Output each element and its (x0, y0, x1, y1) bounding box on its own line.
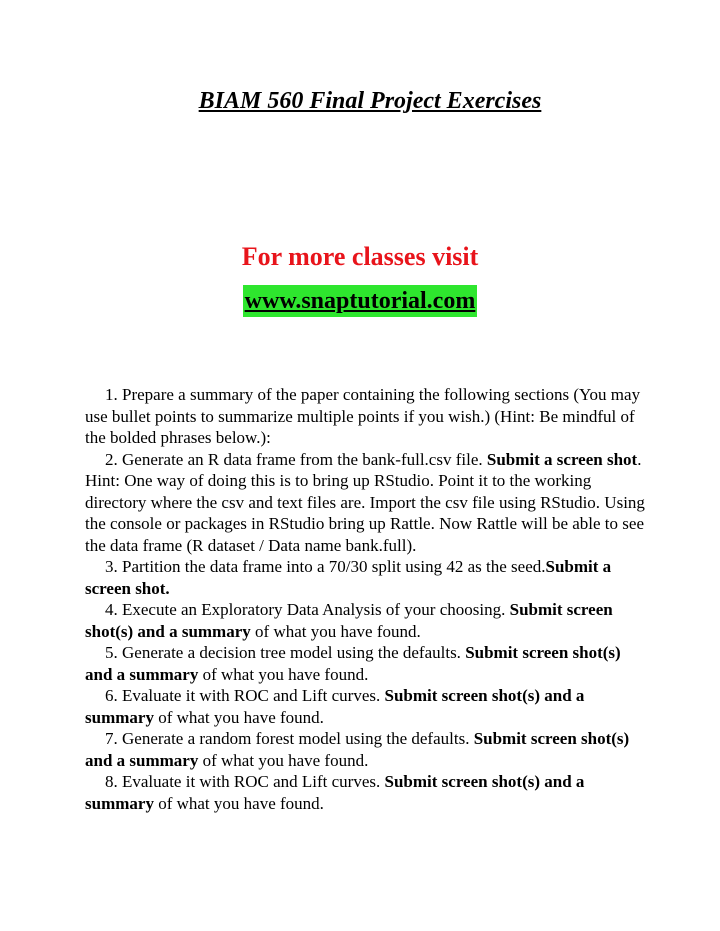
exercise-after: of what you have found. (198, 664, 369, 684)
exercise-item (85, 449, 645, 557)
exercise-text: 4. Execute an Exploratory Data Analysis of your choosing. (105, 600, 510, 619)
promo-link[interactable]: www.snaptutorial.com (243, 285, 478, 317)
exercise-item (85, 642, 645, 685)
exercise-after: of what you have found. (250, 621, 421, 641)
exercise-list (85, 384, 645, 814)
exercise-item (85, 728, 645, 771)
exercise-after: of what you have found. (153, 707, 324, 727)
exercise-bold: Submit a screen shot (486, 449, 638, 469)
promo-heading: For more classes visit (241, 242, 479, 271)
exercise-bold: Submit screen shot(s) and a summary (85, 643, 621, 684)
exercise-bold: Submit screen shot(s) and a summary (85, 729, 630, 770)
exercise-bold: Submit screen shot(s) and a summary (85, 600, 613, 641)
exercise-text: 3. Partition the data frame into a 70/30 split using 42 as the seed. (105, 557, 546, 576)
exercise-bold: Submit screen shot(s) and a summary (85, 686, 585, 727)
exercise-item (85, 685, 645, 728)
exercise-item (85, 771, 645, 814)
exercise-text: 1. Prepare a summary of the paper containing the following sections (You may use bullet points to summarize multiple points if you wish.) (Hint: Be mindful of the bolded phrases below.): (85, 385, 641, 447)
document-title: BIAM 560 Final Project Exercises (198, 88, 542, 114)
exercise-text: 7. Generate a random forest model using the defaults. (105, 729, 474, 748)
exercise-after: of what you have found. (153, 793, 324, 813)
exercise-bold: Submit screen shot(s) and a summary (85, 772, 585, 813)
exercise-text: 5. Generate a decision tree model using the defaults. (105, 643, 466, 662)
exercise-item (85, 599, 645, 642)
exercise-after: of what you have found. (198, 750, 369, 770)
exercise-text: 6. Evaluate it with ROC and Lift curves. (105, 686, 385, 705)
exercise-bold: Submit a screen shot. (85, 557, 612, 598)
exercise-item (85, 384, 645, 449)
exercise-after: . Hint: One way of doing this is to bring up RStudio. Point it to the working directory where the csv and text files are. Import the csv file using RStudio. Using the console or packages in RStudio bring up Rattle. Now Rattle will be able to see the data frame (R dataset / Data name bank.full). (85, 449, 645, 555)
exercise-item (85, 556, 645, 599)
exercise-text: 2. Generate an R data frame from the bank-full.csv file. (105, 449, 487, 469)
exercise-text: 8. Evaluate it with ROC and Lift curves. (105, 772, 385, 791)
promo-link-container (0, 285, 720, 317)
